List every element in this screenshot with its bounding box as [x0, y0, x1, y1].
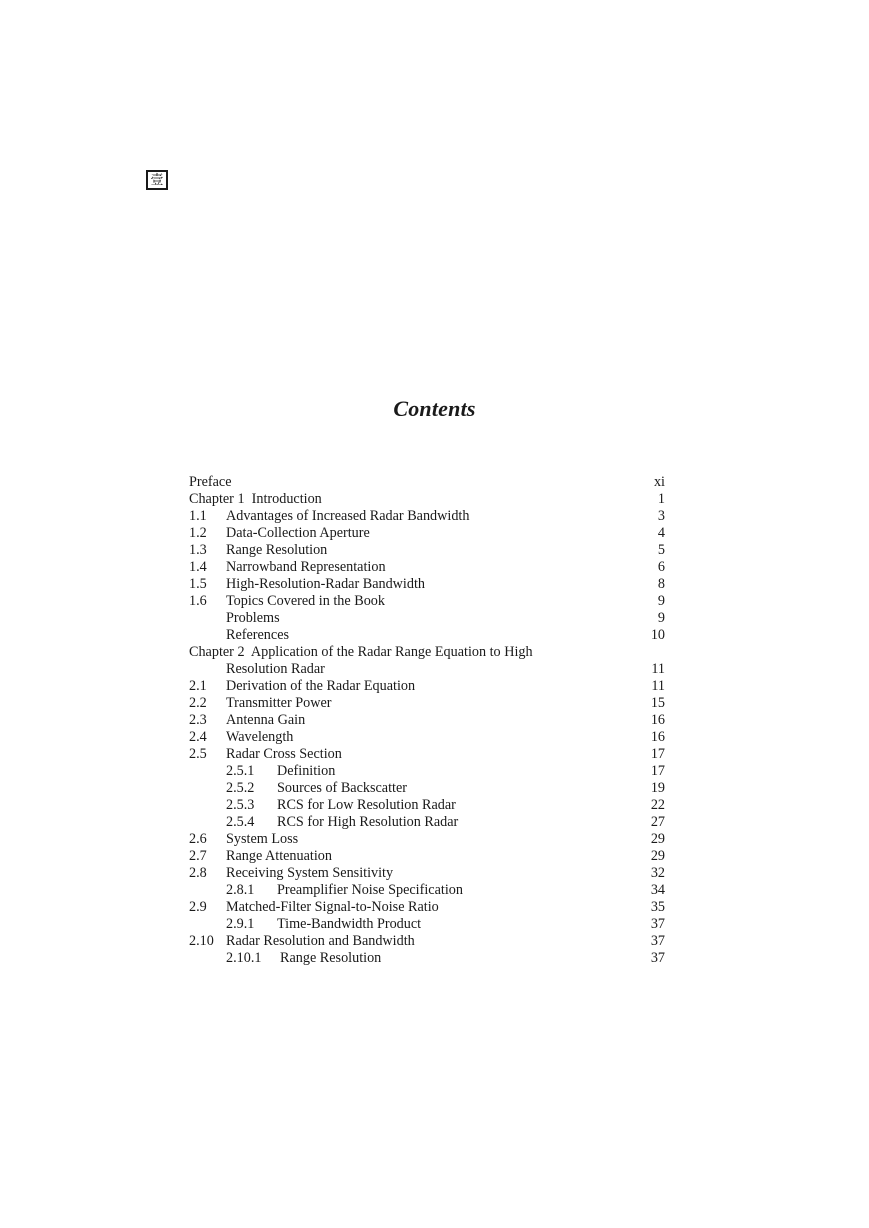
table-of-contents — [189, 474, 665, 967]
toc-page-number: 34 — [650, 882, 665, 898]
toc-page-number: 27 — [650, 814, 665, 830]
toc-entry-title: Data-Collection Aperture — [226, 525, 370, 541]
toc-entry-title: Range Attenuation — [226, 848, 332, 864]
toc-entry-title: Radar Resolution and Bandwidth — [226, 933, 415, 949]
toc-page-number: 6 — [657, 559, 665, 575]
toc-page-number: 5 — [657, 542, 665, 558]
toc-entry-2-8 — [189, 865, 665, 882]
library-seal-glyph: 壹 — [150, 172, 164, 188]
toc-entry-title: Resolution Radar — [226, 661, 325, 677]
toc-page-number: 17 — [650, 763, 665, 779]
toc-entry-title: Chapter 2 Application of the Radar Range Equation to High — [189, 644, 533, 660]
toc-entry-2-5-2 — [189, 780, 665, 797]
toc-page-number: 29 — [650, 848, 665, 864]
toc-section-number: 2.9.1 — [226, 916, 255, 932]
toc-entry-title: High-Resolution-Radar Bandwidth — [226, 576, 425, 592]
toc-entry-title: Problems — [226, 610, 280, 626]
toc-entry-ch1-references — [189, 627, 665, 644]
toc-entry-title: Preamplifier Noise Specification — [277, 882, 463, 898]
toc-entry-1-4 — [189, 559, 665, 576]
toc-entry-2-1 — [189, 678, 665, 695]
toc-entry-2-2 — [189, 695, 665, 712]
toc-section-number: 1.3 — [189, 542, 207, 558]
toc-section-number: 2.5 — [189, 746, 207, 762]
toc-entry-title: Antenna Gain — [226, 712, 306, 728]
toc-entry-title: Radar Cross Section — [226, 746, 342, 762]
toc-entry-1-5 — [189, 576, 665, 593]
toc-entry-2-3 — [189, 712, 665, 729]
toc-section-number: 2.5.3 — [226, 797, 255, 813]
toc-entry-title: Wavelength — [226, 729, 294, 745]
toc-section-number: 2.5.2 — [226, 780, 255, 796]
toc-entry-1-1 — [189, 508, 665, 525]
toc-entry-title: Range Resolution — [280, 950, 382, 966]
toc-entry-2-5 — [189, 746, 665, 763]
toc-section-number: 2.8.1 — [226, 882, 255, 898]
toc-entry-title: Definition — [277, 763, 336, 779]
toc-section-number: 2.10.1 — [226, 950, 262, 966]
toc-entry-title: Receiving System Sensitivity — [226, 865, 394, 881]
toc-entry-title: Narrowband Representation — [226, 559, 386, 575]
toc-page-number: 37 — [650, 950, 665, 966]
library-seal-icon — [146, 170, 168, 190]
toc-entry-chapter-1 — [189, 491, 665, 508]
toc-page-number: 8 — [657, 576, 665, 592]
toc-entry-2-5-1 — [189, 763, 665, 780]
toc-page-number: 29 — [650, 831, 665, 847]
toc-page-number: 16 — [650, 712, 665, 728]
toc-entry-title: Sources of Backscatter — [277, 780, 408, 796]
toc-entry-title: Advantages of Increased Radar Bandwidth — [226, 508, 470, 524]
toc-section-number: 2.5.4 — [226, 814, 255, 830]
toc-section-number: 2.8 — [189, 865, 207, 881]
toc-entry-2-7 — [189, 848, 665, 865]
toc-section-number: 2.7 — [189, 848, 207, 864]
toc-entry-ch1-problems — [189, 610, 665, 627]
toc-entry-title: Preface — [189, 474, 232, 490]
toc-entry-2-4 — [189, 729, 665, 746]
toc-page-number: 1 — [657, 491, 665, 507]
toc-entry-2-9 — [189, 899, 665, 916]
toc-entry-title: RCS for Low Resolution Radar — [277, 797, 456, 813]
toc-entry-2-6 — [189, 831, 665, 848]
toc-entry-title: References — [226, 627, 290, 643]
toc-page-number: 3 — [657, 508, 665, 524]
toc-entry-2-9-1 — [189, 916, 665, 933]
toc-page-number: 11 — [651, 661, 665, 677]
toc-page-number: 11 — [651, 678, 665, 694]
toc-entry-title: Chapter 1 Introduction — [189, 491, 322, 507]
toc-entry-1-2 — [189, 525, 665, 542]
toc-entry-title: Transmitter Power — [226, 695, 332, 711]
toc-section-number: 2.3 — [189, 712, 207, 728]
toc-page-number: 9 — [657, 593, 665, 609]
toc-page-number: 15 — [650, 695, 665, 711]
toc-page-number: 17 — [650, 746, 665, 762]
toc-section-number: 2.9 — [189, 899, 207, 915]
toc-page-number: 37 — [650, 916, 665, 932]
toc-section-number: 1.6 — [189, 593, 207, 609]
toc-section-number: 2.6 — [189, 831, 207, 847]
toc-entry-2-5-4 — [189, 814, 665, 831]
toc-section-number: 1.2 — [189, 525, 207, 541]
toc-entry-title: RCS for High Resolution Radar — [277, 814, 459, 830]
toc-entry-title: Time-Bandwidth Product — [277, 916, 422, 932]
toc-entry-title: Matched-Filter Signal-to-Noise Ratio — [226, 899, 439, 915]
toc-section-number: 2.1 — [189, 678, 207, 694]
toc-entry-chapter-2 — [189, 644, 665, 661]
toc-section-number: 1.4 — [189, 559, 207, 575]
toc-entry-title: Topics Covered in the Book — [226, 593, 385, 609]
toc-page-number: 19 — [650, 780, 665, 796]
toc-page-number: 37 — [650, 933, 665, 949]
toc-page-number: 9 — [657, 610, 665, 626]
toc-entry-2-8-1 — [189, 882, 665, 899]
toc-page-number: 35 — [650, 899, 665, 915]
toc-page-number: 4 — [657, 525, 665, 541]
toc-section-number: 1.5 — [189, 576, 207, 592]
toc-page-number: xi — [653, 474, 665, 490]
toc-entry-preface — [189, 474, 665, 491]
toc-section-number: 2.5.1 — [226, 763, 255, 779]
toc-entry-1-3 — [189, 542, 665, 559]
toc-entry-1-6 — [189, 593, 665, 610]
toc-section-number: 2.2 — [189, 695, 207, 711]
page-title: Contents — [393, 396, 476, 421]
toc-page-number: 10 — [650, 627, 665, 643]
toc-page-number: 16 — [650, 729, 665, 745]
toc-entry-2-10-1 — [189, 950, 665, 967]
toc-section-number: 1.1 — [189, 508, 207, 524]
toc-entry-title: Derivation of the Radar Equation — [226, 678, 416, 694]
toc-section-number: 2.4 — [189, 729, 207, 745]
toc-page-number: 22 — [650, 797, 665, 813]
toc-entry-title: Range Resolution — [226, 542, 328, 558]
toc-entry-2-10 — [189, 933, 665, 950]
toc-page-number: 32 — [650, 865, 665, 881]
toc-entry-chapter-2-continued — [189, 661, 665, 678]
toc-section-number: 2.10 — [189, 933, 214, 949]
toc-entry-2-5-3 — [189, 797, 665, 814]
toc-entry-title: System Loss — [226, 831, 299, 847]
